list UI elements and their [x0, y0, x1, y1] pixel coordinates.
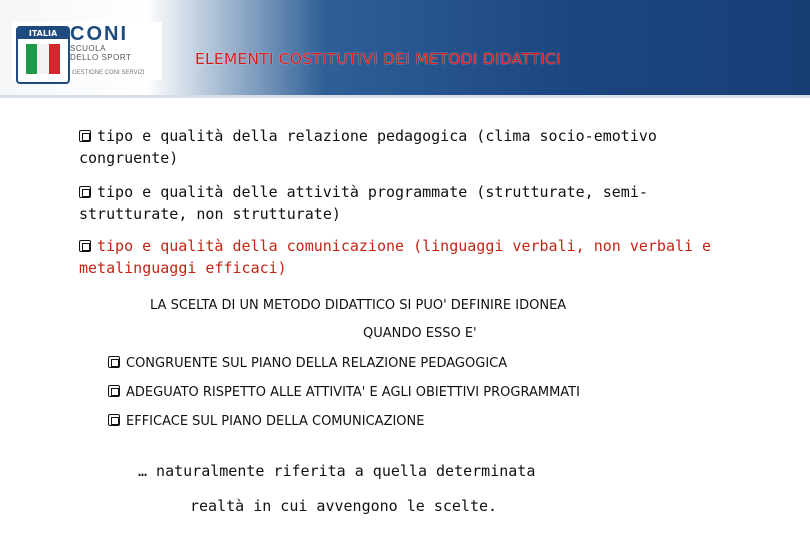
bullet-1-line1: tipo e qualità della relazione pedagogica (clima socio-emotivo [79, 126, 657, 146]
bullet-1-line2: congruente) [79, 149, 179, 167]
checkbox-bullet-icon [108, 414, 120, 426]
checkbox-bullet-icon [108, 385, 120, 397]
checkbox-bullet-icon [79, 130, 91, 142]
closing-line1: … naturalmente riferita a quella determinata [138, 462, 536, 480]
logo-italia-label: ITALIA [18, 28, 68, 39]
logo-line1: SCUOLA [70, 44, 106, 53]
criterion-3: EFFICACE SUL PIANO DELLA COMUNICAZIONE [108, 414, 424, 429]
bullet-2-line2: strutturate, non strutturate) [79, 205, 341, 223]
statement-line1: LA SCELTA DI UN METODO DIDATTICO SI PUO' DEFINIRE IDONEA [150, 298, 567, 313]
logo-gestione: GESTIONE CONI SERVIZI [72, 70, 145, 76]
italia-flag-icon [16, 26, 70, 84]
closing-line2: realtà in cui avvengono le scelte. [190, 497, 498, 515]
checkbox-bullet-icon [79, 240, 91, 252]
header-divider [0, 95, 810, 98]
logo-line2: DELLO SPORT [70, 53, 132, 62]
statement-line2: QUANDO ESSO E' [363, 326, 477, 341]
bullet-3-line2: metalinguaggi efficaci) [79, 259, 287, 277]
bullet-2-line1: tipo e qualità delle attività programmate (strutturate, semi- [79, 182, 648, 202]
logo-brand: CONI [70, 23, 128, 45]
bullet-3-line1: tipo e qualità della comunicazione (linguaggi verbali, non verbali e [79, 236, 711, 256]
coni-logo [12, 22, 162, 80]
checkbox-bullet-icon [79, 186, 91, 198]
criterion-2: ADEGUATO RISPETTO ALLE ATTIVITA' E AGLI OBIETTIVI PROGRAMMATI [108, 385, 580, 400]
criterion-1: CONGRUENTE SUL PIANO DELLA RELAZIONE PEDAGOGICA [108, 356, 507, 371]
slide-title: ELEMENTI COSTITUTIVI DEI METODI DIDATTICI [195, 50, 561, 68]
checkbox-bullet-icon [108, 356, 120, 368]
